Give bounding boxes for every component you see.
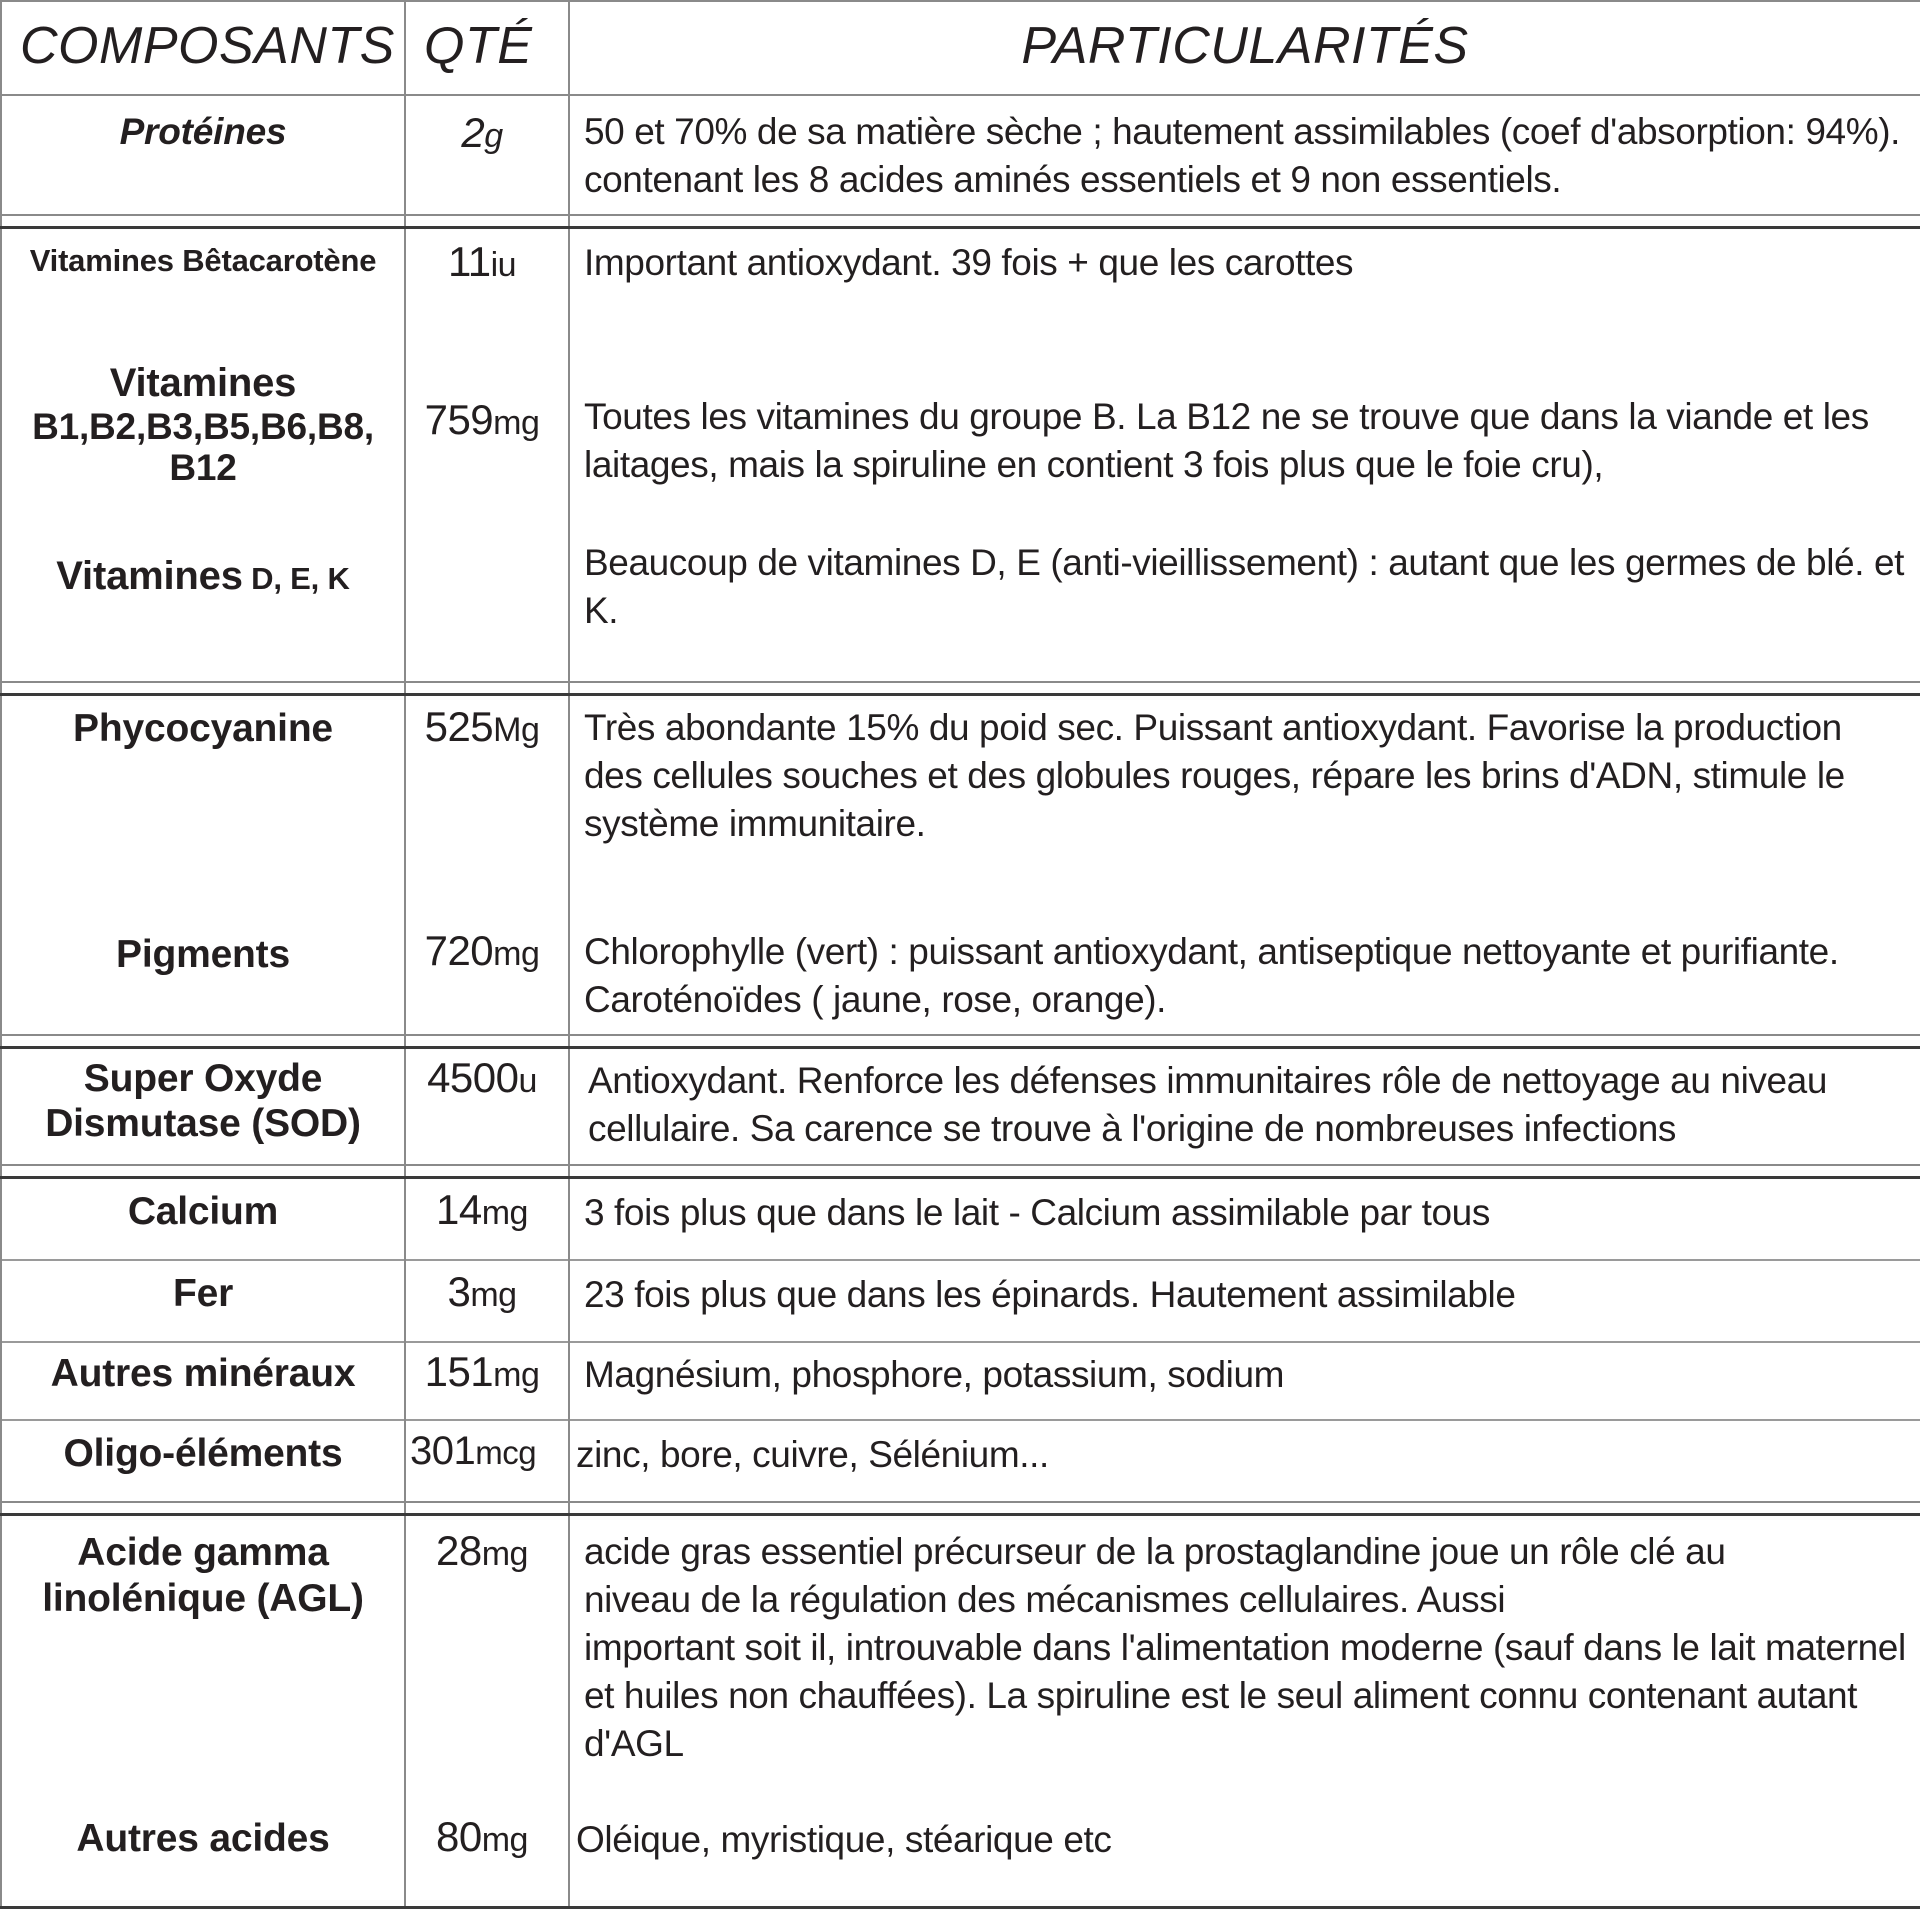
quantity-unit-phycocyanine: Mg [493, 711, 540, 750]
table-row-fer [1, 1260, 1920, 1342]
details-text-betacarotene: Important antioxydant. 39 fois + que les carottes [584, 242, 1354, 284]
quantity-unit-calcium: mg [481, 1193, 528, 1232]
cell-details-proteines [569, 95, 1920, 215]
table-row-agl [1, 1514, 1920, 1806]
quantity-autres-acides [406, 1806, 568, 1870]
quantity-betacarotene [406, 229, 568, 295]
component-label-autres-mineraux: Autres minéraux [50, 1351, 356, 1395]
cell-details-sod [569, 1048, 1920, 1165]
cell-component-betacarotene [1, 228, 405, 322]
details-text-agl-line1: acide gras essentiel précurseur de la prostaglandine joue un rôle clé au [584, 1530, 1726, 1572]
component-label-sod-line2: Dismutase (SOD) [45, 1102, 361, 1146]
details-text-autres-mineraux: Magnésium, phosphore, potassium, sodium [584, 1353, 1285, 1395]
component-label-calcium: Calcium [127, 1189, 279, 1233]
details-text-proteines: 50 et 70% de sa matière sèche ; hautement assimilables (coef d'absorption: 94%). contenant les 8 acides aminés essentiels et 9 non essentiels. [584, 111, 1901, 201]
cell-component-calcium [1, 1177, 405, 1260]
quantity-agl [406, 1516, 568, 1584]
cell-quantity-agl [405, 1514, 569, 1806]
quantity-unit-oligo-elements: mcg [475, 1433, 537, 1471]
quantity-autres-mineraux [406, 1343, 568, 1405]
table-header-row [1, 1, 1920, 95]
quantity-oligo-elements [406, 1421, 568, 1483]
cell-quantity-autres-acides [405, 1806, 569, 1908]
quantity-value-calcium: 14 [436, 1185, 482, 1233]
cell-details-pigments [569, 888, 1920, 1035]
cell-quantity-vitamines-dek [405, 521, 569, 682]
quantity-value-autres-acides: 80 [436, 1812, 482, 1860]
cell-component-agl [1, 1514, 405, 1806]
table-row-vitamines-dek [1, 521, 1920, 682]
details-text-calcium: 3 fois plus que dans le lait - Calcium assimilable par tous [584, 1191, 1490, 1233]
component-label-vitamines-dek [2, 521, 404, 610]
quantity-unit-autres-mineraux: mg [493, 1355, 540, 1394]
quantity-unit-sod: u [518, 1062, 537, 1101]
quantity-sod [406, 1049, 568, 1111]
component-label-agl [2, 1516, 404, 1632]
quantity-unit-autres-acides: mg [481, 1820, 528, 1859]
component-label-vitamines-b-sub: B1,B2,B3,B5,B6,B8, B12 [32, 405, 374, 489]
quantity-value-phycocyanine: 525 [424, 703, 494, 751]
component-label-vitamines-b-main: Vitamines [109, 361, 297, 406]
details-text-vitamines-b: Toutes les vitamines du groupe B. La B12 ne se trouve que dans la viande et les laitages, mais la spiruline en contient 3 fois plus que le foie cru), [584, 396, 1869, 486]
quantity-fer [406, 1261, 568, 1325]
quantity-unit-fer: mg [470, 1275, 517, 1314]
cell-component-vitamines-b [1, 321, 405, 521]
cell-quantity-pigments [405, 888, 569, 1035]
cell-quantity-sod [405, 1048, 569, 1165]
header-quantity-label: QTÉ [424, 17, 533, 75]
cell-quantity-fer [405, 1260, 569, 1342]
quantity-pigments [406, 888, 568, 984]
component-label-fer: Fer [172, 1271, 234, 1315]
section-separator-acids [1, 1502, 1920, 1515]
cell-component-oligo-elements [1, 1420, 405, 1502]
quantity-value-oligo-elements: 301 [410, 1428, 476, 1473]
table-row-proteines [1, 95, 1920, 215]
cell-component-fer [1, 1260, 405, 1342]
table-row-autres-acides [1, 1806, 1920, 1908]
cell-details-vitamines-b [569, 321, 1920, 521]
quantity-value-vitamines-b: 759 [424, 396, 494, 444]
section-separator-minerals [1, 1165, 1920, 1178]
details-text-agl-line2: niveau de la régulation des mécanismes cellulaires. Aussi [584, 1578, 1506, 1620]
details-text-oligo-elements: zinc, bore, cuivre, Sélénium... [576, 1433, 1049, 1475]
component-label-sod-line1: Super Oxyde [83, 1057, 323, 1101]
quantity-calcium [406, 1179, 568, 1243]
quantity-value-fer: 3 [447, 1267, 471, 1315]
component-label-proteines: Protéines [119, 111, 287, 152]
quantity-vitamines-dek [406, 521, 568, 539]
section-separator-sod [1, 1035, 1920, 1048]
header-cell-quantity [405, 1, 569, 95]
quantity-unit-vitamines-b: mg [493, 404, 540, 443]
quantity-value-betacarotene: 11 [447, 238, 491, 286]
quantity-phycocyanine [406, 696, 568, 760]
quantity-unit-proteines: g [484, 117, 503, 155]
cell-component-sod [1, 1048, 405, 1165]
cell-quantity-phycocyanine [405, 695, 569, 889]
table-row-vitamines-b [1, 321, 1920, 521]
header-components-label: COMPOSANTS [20, 17, 395, 75]
header-cell-components [1, 1, 405, 95]
cell-details-oligo-elements [569, 1420, 1920, 1502]
component-label-betacarotene: Vitamines Bêtacarotène [29, 243, 377, 279]
details-block-agl [570, 1516, 1920, 1778]
cell-quantity-proteines [405, 95, 569, 215]
details-text-sod: Antioxydant. Renforce les défenses immunitaires rôle de nettoyage au niveau cellulaire. Sa carence se trouve à l'origine de nombreuses infections [588, 1060, 1828, 1150]
quantity-unit-pigments: mg [493, 935, 540, 974]
cell-component-autres-acides [1, 1806, 405, 1908]
cell-details-autres-acides [569, 1806, 1920, 1908]
quantity-value-agl: 28 [436, 1526, 482, 1574]
header-cell-details [569, 1, 1920, 95]
cell-details-agl [569, 1514, 1920, 1806]
cell-details-calcium [569, 1177, 1920, 1260]
component-label-phycocyanine: Phycocyanine [73, 707, 333, 751]
component-label-vitamines-dek-sub: D, E, K [251, 561, 350, 597]
cell-component-proteines [1, 95, 405, 215]
table-row-pigments [1, 888, 1920, 1035]
cell-quantity-autres-mineraux [405, 1342, 569, 1420]
component-label-oligo-elements: Oligo-éléments [63, 1431, 343, 1475]
quantity-proteines [406, 96, 568, 166]
section-separator-vitamins [1, 215, 1920, 228]
details-text-agl-line3: important soit il, introuvable dans l'alimentation moderne (sauf dans le lait maternel et huiles non chauffées). La spiruline est le seul aliment connu contenant autant d'AGL [584, 1626, 1906, 1764]
table-row-autres-mineraux [1, 1342, 1920, 1420]
cell-details-autres-mineraux [569, 1342, 1920, 1420]
details-text-vitamines-dek: Beaucoup de vitamines D, E (anti-vieillissement) : autant que les germes de blé. et K. [584, 542, 1905, 632]
table-row-oligo-elements [1, 1420, 1920, 1502]
quantity-unit-betacarotene: iu [490, 246, 517, 285]
cell-component-vitamines-dek [1, 521, 405, 682]
quantity-unit-agl: mg [481, 1534, 528, 1573]
table-row-phycocyanine [1, 695, 1920, 889]
cell-quantity-betacarotene [405, 228, 569, 322]
details-text-autres-acides: Oléique, myristique, stéarique etc [576, 1818, 1112, 1860]
component-label-autres-acides: Autres acides [76, 1816, 330, 1860]
table-row-calcium [1, 1177, 1920, 1260]
quantity-value-sod: 4500 [427, 1054, 519, 1102]
section-separator-phycocyanine [1, 682, 1920, 695]
component-label-agl-line2: linolénique (AGL) [42, 1576, 364, 1620]
cell-details-vitamines-dek [569, 521, 1920, 682]
table-row-betacarotene [1, 228, 1920, 322]
header-details-label: PARTICULARITÉS [1021, 17, 1469, 75]
cell-quantity-calcium [405, 1177, 569, 1260]
quantity-value-pigments: 720 [424, 927, 494, 975]
details-text-fer: 23 fois plus que dans les épinards. Hautement assimilable [584, 1273, 1516, 1315]
component-label-vitamines-b [2, 321, 404, 499]
cell-quantity-oligo-elements [405, 1420, 569, 1502]
cell-quantity-vitamines-b [405, 321, 569, 521]
cell-component-phycocyanine [1, 695, 405, 889]
component-label-agl-line1: Acide gamma [77, 1530, 329, 1574]
cell-component-autres-mineraux [1, 1342, 405, 1420]
component-label-pigments: Pigments [116, 933, 290, 977]
quantity-vitamines-b [406, 321, 568, 453]
quantity-value-autres-mineraux: 151 [424, 1347, 494, 1395]
details-text-phycocyanine: Très abondante 15% du poid sec. Puissant antioxydant. Favorise la production des cellules souches et des globules rouges, répare les brins d'ADN, stimule le système immunitaire. [584, 707, 1845, 845]
cell-details-phycocyanine [569, 695, 1920, 889]
cell-details-fer [569, 1260, 1920, 1342]
table-row-sod [1, 1048, 1920, 1165]
cell-component-pigments [1, 888, 405, 1035]
component-label-sod [2, 1049, 404, 1157]
quantity-value-proteines: 2 [461, 109, 485, 156]
component-label-vitamines-dek-main: Vitamines [56, 554, 243, 599]
cell-details-betacarotene [569, 228, 1920, 322]
details-text-pigments: Chlorophylle (vert) : puissant antioxydant, antiseptique nettoyante et purifiante. Caroténoïdes ( jaune, rose, orange). [584, 931, 1839, 1021]
